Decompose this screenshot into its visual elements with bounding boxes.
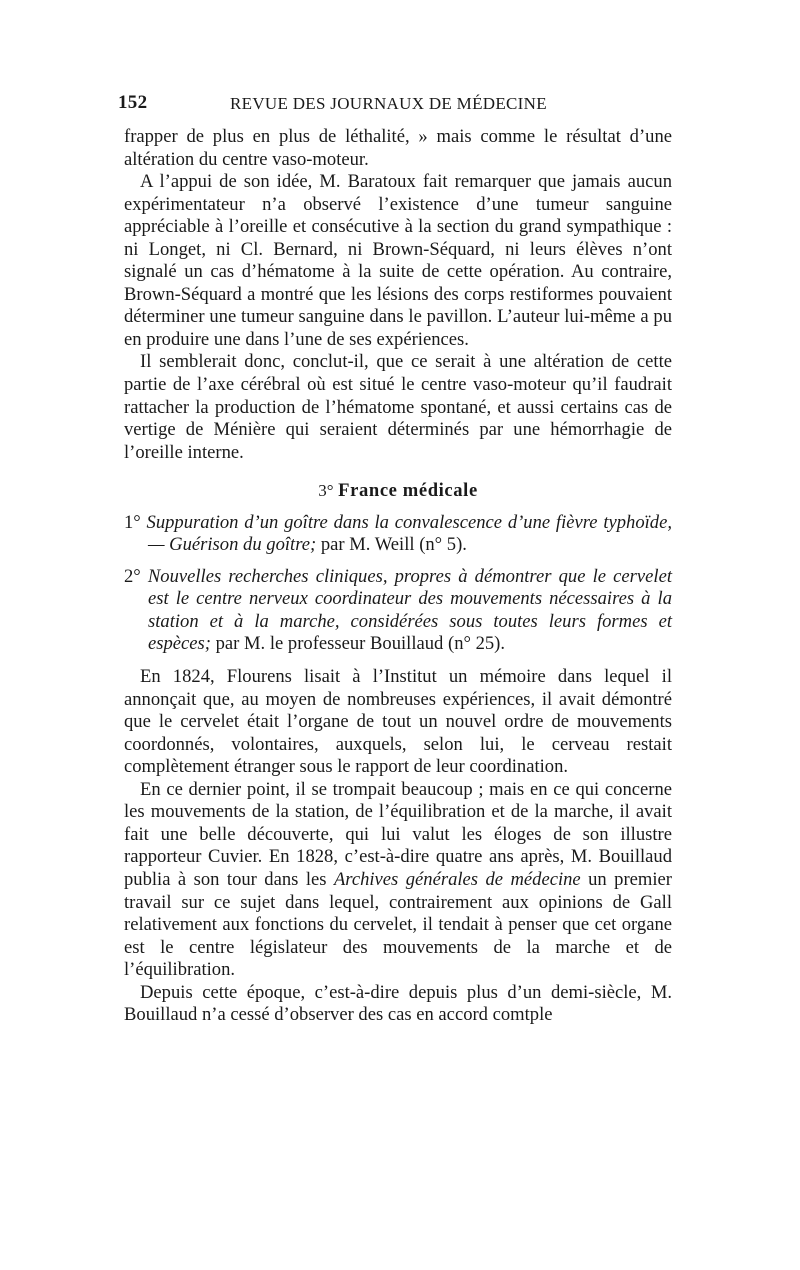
reference-item xyxy=(124,512,672,557)
reference-title: Suppuration d’un goître dans la convalescence d’une fièvre typhoïde, — Guérison du goître; xyxy=(146,511,673,556)
reference-number: 1° xyxy=(124,511,141,533)
reference-number: 2° xyxy=(124,565,141,587)
paragraph-bouillaud xyxy=(124,779,672,982)
page-header xyxy=(118,92,680,118)
section-title: France médicale xyxy=(338,480,478,502)
paragraph-text: En ce dernier point, il se trompait beaucoup ; mais en ce qui concerne les mouvements de la station, de l’équilibration et de la marche, il avait fait une belle découverte, qui lui valut les éloges de son illustre rapporteur Cuvier. En 1828, c’est-à-dire quatre ans après, M. Bouillaud publia à son tour dans les xyxy=(124,778,672,890)
paragraph-conclusion: Il semblerait donc, conclut-il, que ce serait à une altération de cette partie de l’axe cérébral où est situé le centre vaso-moteur qu’il faudrait rattacher la production de l’hématome spontané, et aussi certains cas de vertige de Ménière qui seraient déterminés par une hémorrhagie de l’oreille interne. xyxy=(124,351,672,463)
body-text xyxy=(124,126,672,1027)
reference-item xyxy=(124,566,672,656)
reference-author: par M. Weill (n° 5). xyxy=(316,534,467,556)
paragraph-since: Depuis cette époque, c’est-à-dire depuis plus d’un demi-siècle, M. Bouillaud n’a cessé d’observer des cas en accord comtple xyxy=(124,981,672,1026)
page-number: 152 xyxy=(118,92,148,113)
section-heading xyxy=(124,480,672,503)
reference-title: Nouvelles recherches cliniques, propres à démontrer que le cervelet est le centre nerveux coordinateur des mouvements nécessaires à la station et à la marche, considérées sous toutes leurs formes et espèces; xyxy=(147,565,672,655)
reference-author: par M. le professeur Bouillaud (n° 25). xyxy=(210,633,506,655)
paragraph-flourens: En 1824, Flourens lisait à l’Institut un mémoire dans lequel il annonçait que, au moyen de nombreuses expériences, il avait démontré que le cervelet était l’organe de tout un nouvel ordre de mouvements coordonnés, volontaires, auxquels, selon lui, le cerveau restait complètement étranger sous le rapport de leur coordination. xyxy=(124,666,672,778)
running-title: REVUE DES JOURNAUX DE MÉDECINE xyxy=(230,94,547,113)
section-number: 3° xyxy=(318,481,334,501)
journal-title: Archives générales de médecine xyxy=(333,868,581,890)
paragraph-continued: frapper de plus en plus de léthalité, » mais comme le résultat d’une altération du centre vaso-moteur. xyxy=(124,126,672,170)
paragraph-text: un premier travail sur ce sujet dans lequel, contrairement aux opinions de Gall relativement aux fonctions du cervelet, il tendait à penser que cet organe est le centre législateur des mouvements de la marche et de l’équilibration. xyxy=(124,868,672,981)
paragraph-baratoux: A l’appui de son idée, M. Baratoux fait remarquer que jamais aucun expérimentateur n’a observé l’existence d’une tumeur sanguine appréciable à l’oreille et consécutive à la section du grand sympathique : ni Longet, ni Cl. Bernard, ni Brown-Séquard, ni leurs élèves n’ont signalé un cas d’hématome à la suite de cette opération. Au contraire, Brown-Séquard a montré que les lésions des corps restiformes pouvaient déterminer une tumeur sanguine dans le pavillon. L’auteur lui-même a pu en produire une dans l’une de ses expériences. xyxy=(124,171,672,350)
